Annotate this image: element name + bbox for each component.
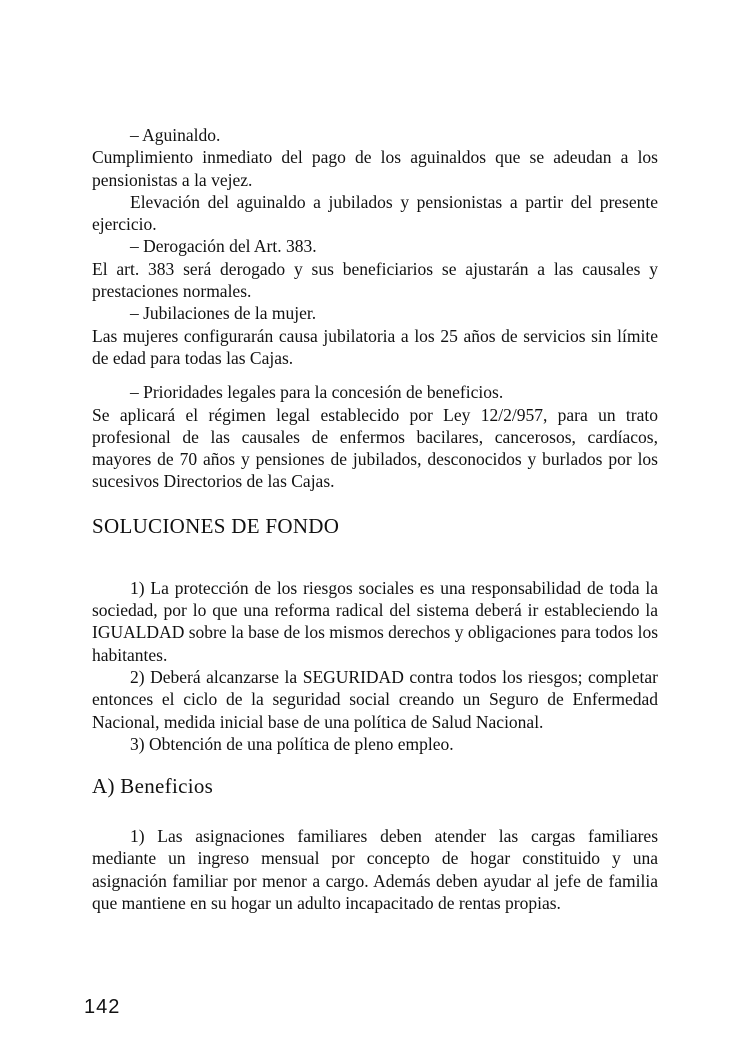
section-top bbox=[92, 124, 658, 369]
page-body bbox=[92, 124, 658, 914]
section-beneficios bbox=[92, 825, 658, 914]
paragraph: – Jubilaciones de la mujer. bbox=[130, 303, 317, 324]
section-heading-soluciones: SOLUCIONES DE FONDO bbox=[92, 513, 340, 538]
paragraph: – Aguinaldo. bbox=[130, 125, 221, 145]
section-prioridades bbox=[92, 381, 658, 492]
paragraph: 3) Obtención de una política de pleno empleo. bbox=[130, 733, 454, 754]
section-soluciones bbox=[92, 577, 658, 755]
paragraph: 1) La protección de los riesgos sociales es una responsabilidad de toda la sociedad, por lo que una reforma radical del sistema deberá ir estableciendo la IGUALDAD sobre la base de los mismos derechos y obligaciones para todos los habitantes. bbox=[92, 577, 658, 665]
page-number: 142 bbox=[84, 996, 121, 1018]
paragraph: 2) Deberá alcanzarse la SEGURIDAD contra todos los riesgos; completar entonces el ciclo de la seguridad social creando un Seguro de Enfermedad Nacional, medida inicial base de una política de Salud Nacional. bbox=[92, 666, 658, 732]
paragraph: Elevación del aguinaldo a jubilados y pensionistas a partir del presente ejercicio. bbox=[92, 191, 658, 235]
paragraph: – Derogación del Art. 383. bbox=[130, 236, 317, 257]
paragraph: Cumplimiento inmediato del pago de los aguinaldos que se adeudan a los pensionistas a la vejez. bbox=[92, 147, 658, 190]
paragraph: 1) Las asignaciones familiares deben atender las cargas familiares mediante un ingreso mensual por concepto de hogar constituido y una asignación familiar por menor a cargo. Además deben ayudar al jefe de familia que mantiene en su hogar un adulto incapacitado de rentas propias. bbox=[92, 826, 658, 914]
paragraph: Se aplicará el régimen legal establecido por Ley 12/2/957, para un trato profesional de las causales de enfermos bacilares, cancerosos, cardíacos, mayores de 70 años y pensiones de jubilados, desconocidos y burlados por los sucesivos Directorios de las Cajas. bbox=[92, 404, 658, 492]
section-heading-beneficios: A) Beneficios bbox=[92, 774, 214, 799]
paragraph: El art. 383 será derogado y sus beneficiarios se ajustarán a las causales y prestaciones normales. bbox=[92, 258, 658, 302]
paragraph: – Prioridades legales para la concesión de beneficios. bbox=[130, 382, 504, 403]
paragraph: Las mujeres configurarán causa jubilatoria a los 25 años de servicios sin límite de edad para todas las Cajas. bbox=[92, 325, 658, 368]
